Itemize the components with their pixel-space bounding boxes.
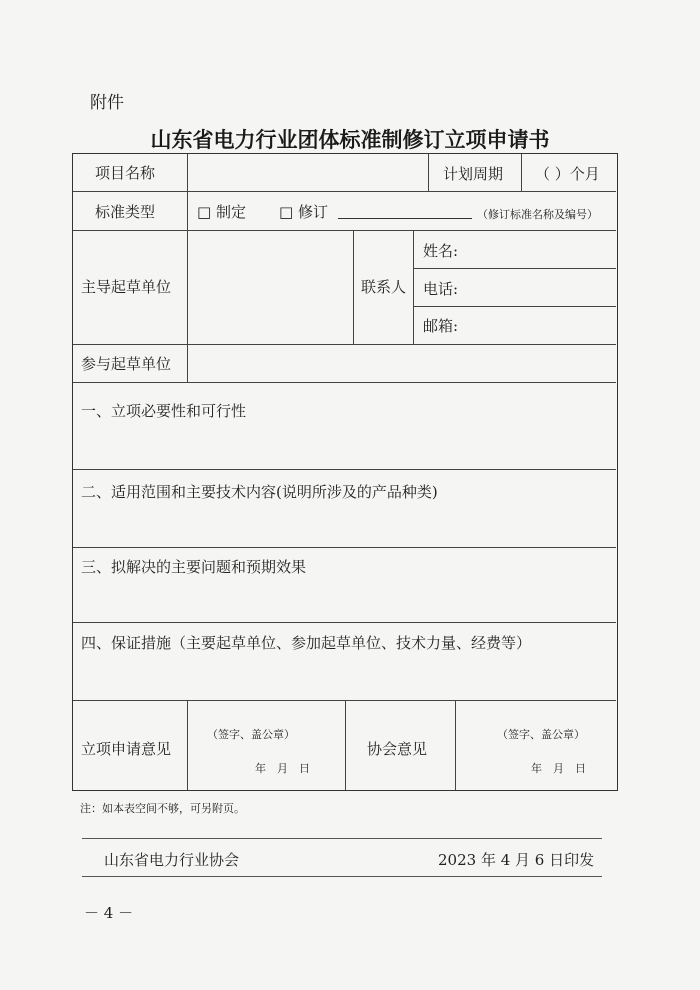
contact-email-label: 邮箱: [423, 317, 459, 335]
section-problems: 三、拟解决的主要问题和预期效果 [81, 558, 307, 576]
row-divider [73, 344, 616, 345]
date-hint: 年 月 日 [255, 762, 310, 775]
col-divider [345, 700, 346, 790]
type-option-establish[interactable]: □ 制定 [197, 203, 246, 221]
sign-hint: （签字、盖公章） [207, 728, 295, 741]
contact-divider [413, 268, 616, 269]
section-necessity: 一、立项必要性和可行性 [81, 402, 247, 420]
issuer: 山东省电力行业协会 [104, 851, 240, 869]
issue-date: 2023 年 4 月 6 日印发 [438, 851, 595, 869]
participant-unit-label: 参与起草单位 [81, 355, 172, 373]
association-opinion-label: 协会意见 [367, 740, 428, 758]
col-divider [187, 154, 188, 382]
col-divider [455, 700, 456, 790]
row-divider [73, 191, 616, 192]
application-opinion-label: 立项申请意见 [81, 740, 172, 758]
row-divider [73, 230, 616, 231]
col-divider [413, 230, 414, 344]
type-option-revise[interactable]: □ 修订 [279, 203, 328, 221]
section-guarantee: 四、保证措施（主要起草单位、参加起草单位、技术力量、经费等） [81, 634, 532, 652]
footnote: 注：如本表空间不够，可另附页。 [80, 802, 245, 815]
lead-unit-label: 主导起草单位 [81, 278, 172, 296]
row-divider [73, 547, 616, 548]
col-divider [521, 154, 522, 191]
contact-divider [413, 306, 616, 307]
contact-phone-label: 电话: [423, 280, 459, 298]
sign-hint: （签字、盖公章） [497, 728, 585, 741]
row-divider [73, 622, 616, 623]
date-hint: 年 月 日 [531, 762, 586, 775]
form-title: 山东省电力行业团体标准制修订立项申请书 [150, 127, 550, 152]
section-scope: 二、适用范围和主要技术内容(说明所涉及的产品种类) [81, 483, 438, 501]
footer-rule-bottom [82, 876, 602, 877]
col-divider [187, 700, 188, 790]
revise-name-underline [338, 218, 472, 219]
project-name-label: 项目名称 [95, 164, 156, 182]
page-number: － 4 － [84, 904, 134, 922]
row-divider [73, 469, 616, 470]
revise-hint: （修订标准名称及编号） [477, 208, 598, 221]
standard-type-label: 标准类型 [95, 203, 156, 221]
footer-rule-top [82, 838, 602, 839]
contact-label: 联系人 [361, 278, 407, 296]
plan-period-value: （ ）个月 [535, 165, 600, 183]
attachment-label: 附件 [90, 93, 124, 113]
col-divider [353, 230, 354, 344]
contact-name-label: 姓名: [423, 242, 459, 260]
plan-period-label: 计划周期 [443, 165, 504, 183]
col-divider [428, 154, 429, 191]
application-form-table [72, 153, 618, 791]
row-divider [73, 382, 616, 383]
